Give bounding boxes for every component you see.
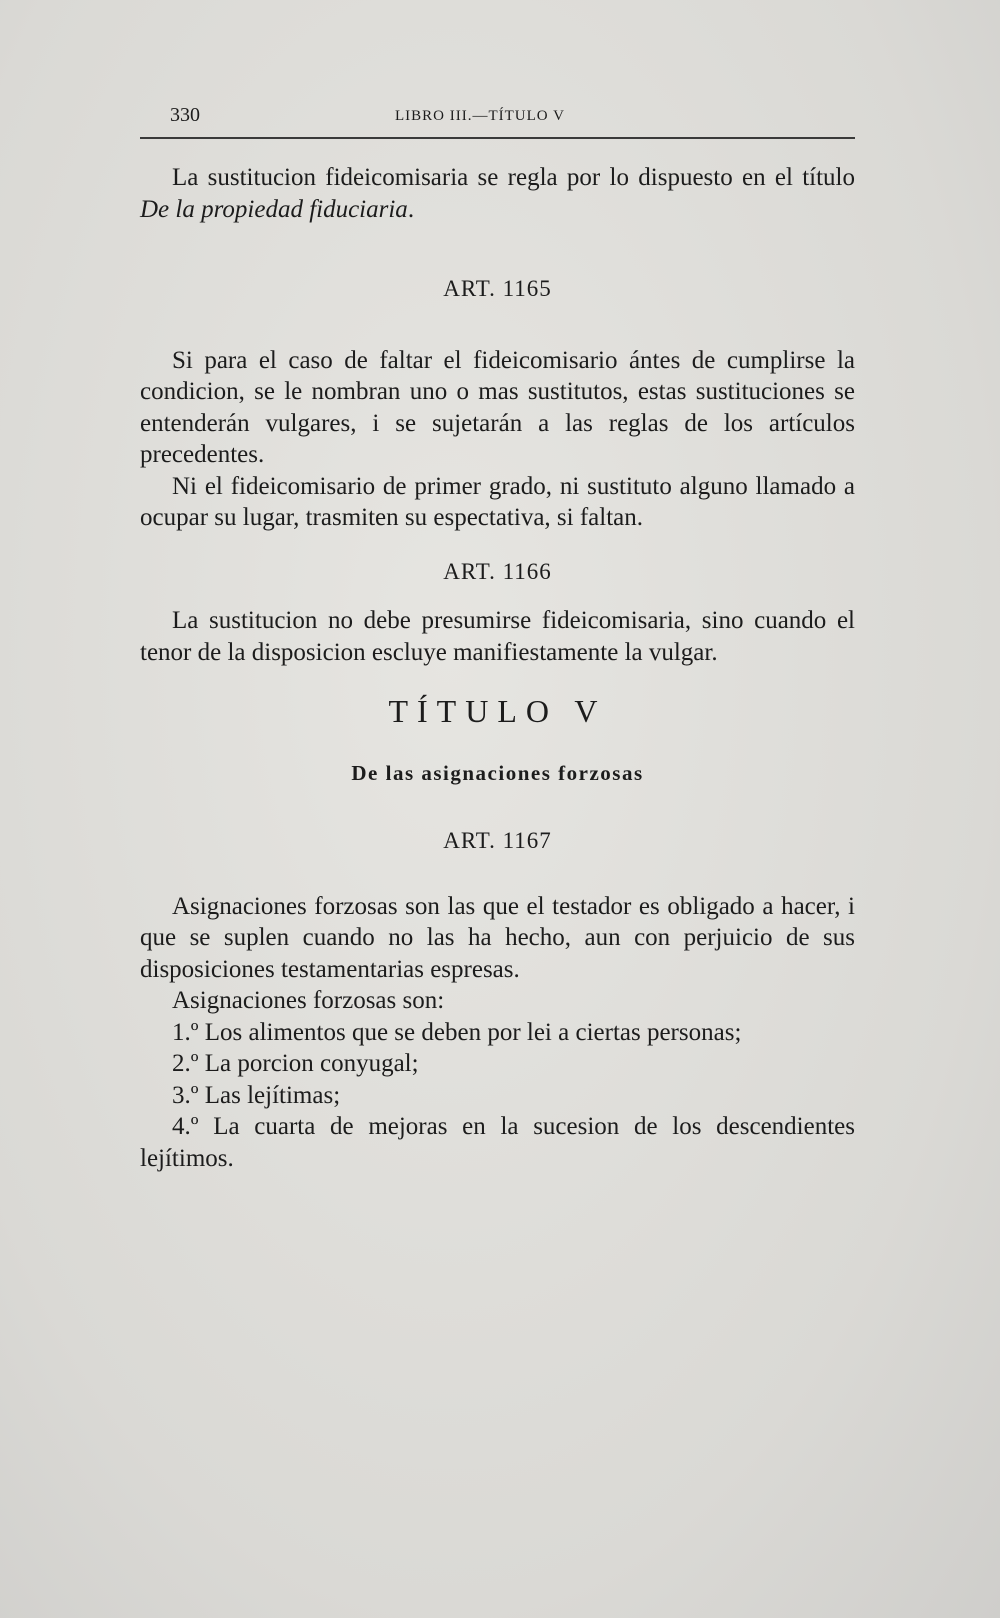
article-1167-heading: ART. 1167 (443, 828, 552, 853)
titulo-heading: TÍTULO V (388, 693, 607, 729)
forced-assignments-list (140, 1017, 855, 1175)
article-1165-paragraph-2: Ni el fideicomisario de primer grado, ni sustituto alguno llamado a ocupar su lugar, trasmiten su espectativa, si faltan. (140, 472, 855, 531)
list-item: 2.º La porcion conyugal; (172, 1050, 419, 1077)
article-1167-paragraph-1: Asignaciones forzosas son las que el testador es obligado a hacer, i que se suplen cuando no las ha hecho, aun con perjuicio de sus disposiciones testamentarias espresas. (140, 892, 855, 983)
running-title: LIBRO III.—TÍTULO V (395, 108, 565, 124)
list-item: 3.º Las lejítimas; (172, 1081, 341, 1109)
intro-period: . (407, 195, 415, 223)
article-1166-paragraph-1: La sustitucion no debe presumirse fideicomisaria, sino cuando el tenor de la disposicion escluye manifiestamente la vulgar. (140, 607, 855, 666)
page-number: 330 (170, 104, 200, 126)
intro-paragraph (140, 162, 855, 225)
titulo-subtitle: De las asignaciones forzosas (351, 760, 644, 785)
article-1165-heading: ART. 1165 (443, 276, 552, 301)
header-rule (140, 137, 855, 139)
list-item: 1.º Los alimentos que se deben por lei a ciertas personas; (172, 1018, 742, 1046)
page-body (140, 162, 855, 1174)
article-1167-paragraph-2: Asignaciones forzosas son: (172, 987, 445, 1014)
intro-italic-reference: De la propiedad fiduciaria (140, 195, 408, 223)
page-header (140, 100, 855, 140)
intro-text: La sustitucion fideicomisaria se regla por lo dispuesto en el título (172, 164, 855, 191)
article-1165-paragraph-1: Si para el caso de faltar el fideicomisario ántes de cumplirse la condicion, se le nombran uno o mas sustitutos, estas sustituciones se entenderán vulgares, i se sujetarán a las reglas de los artículos precedentes. (140, 346, 855, 468)
list-item: 4.º La cuarta de mejoras en la sucesion de los descendientes lejítimos. (140, 1113, 855, 1172)
article-1166-heading: ART. 1166 (443, 558, 552, 584)
